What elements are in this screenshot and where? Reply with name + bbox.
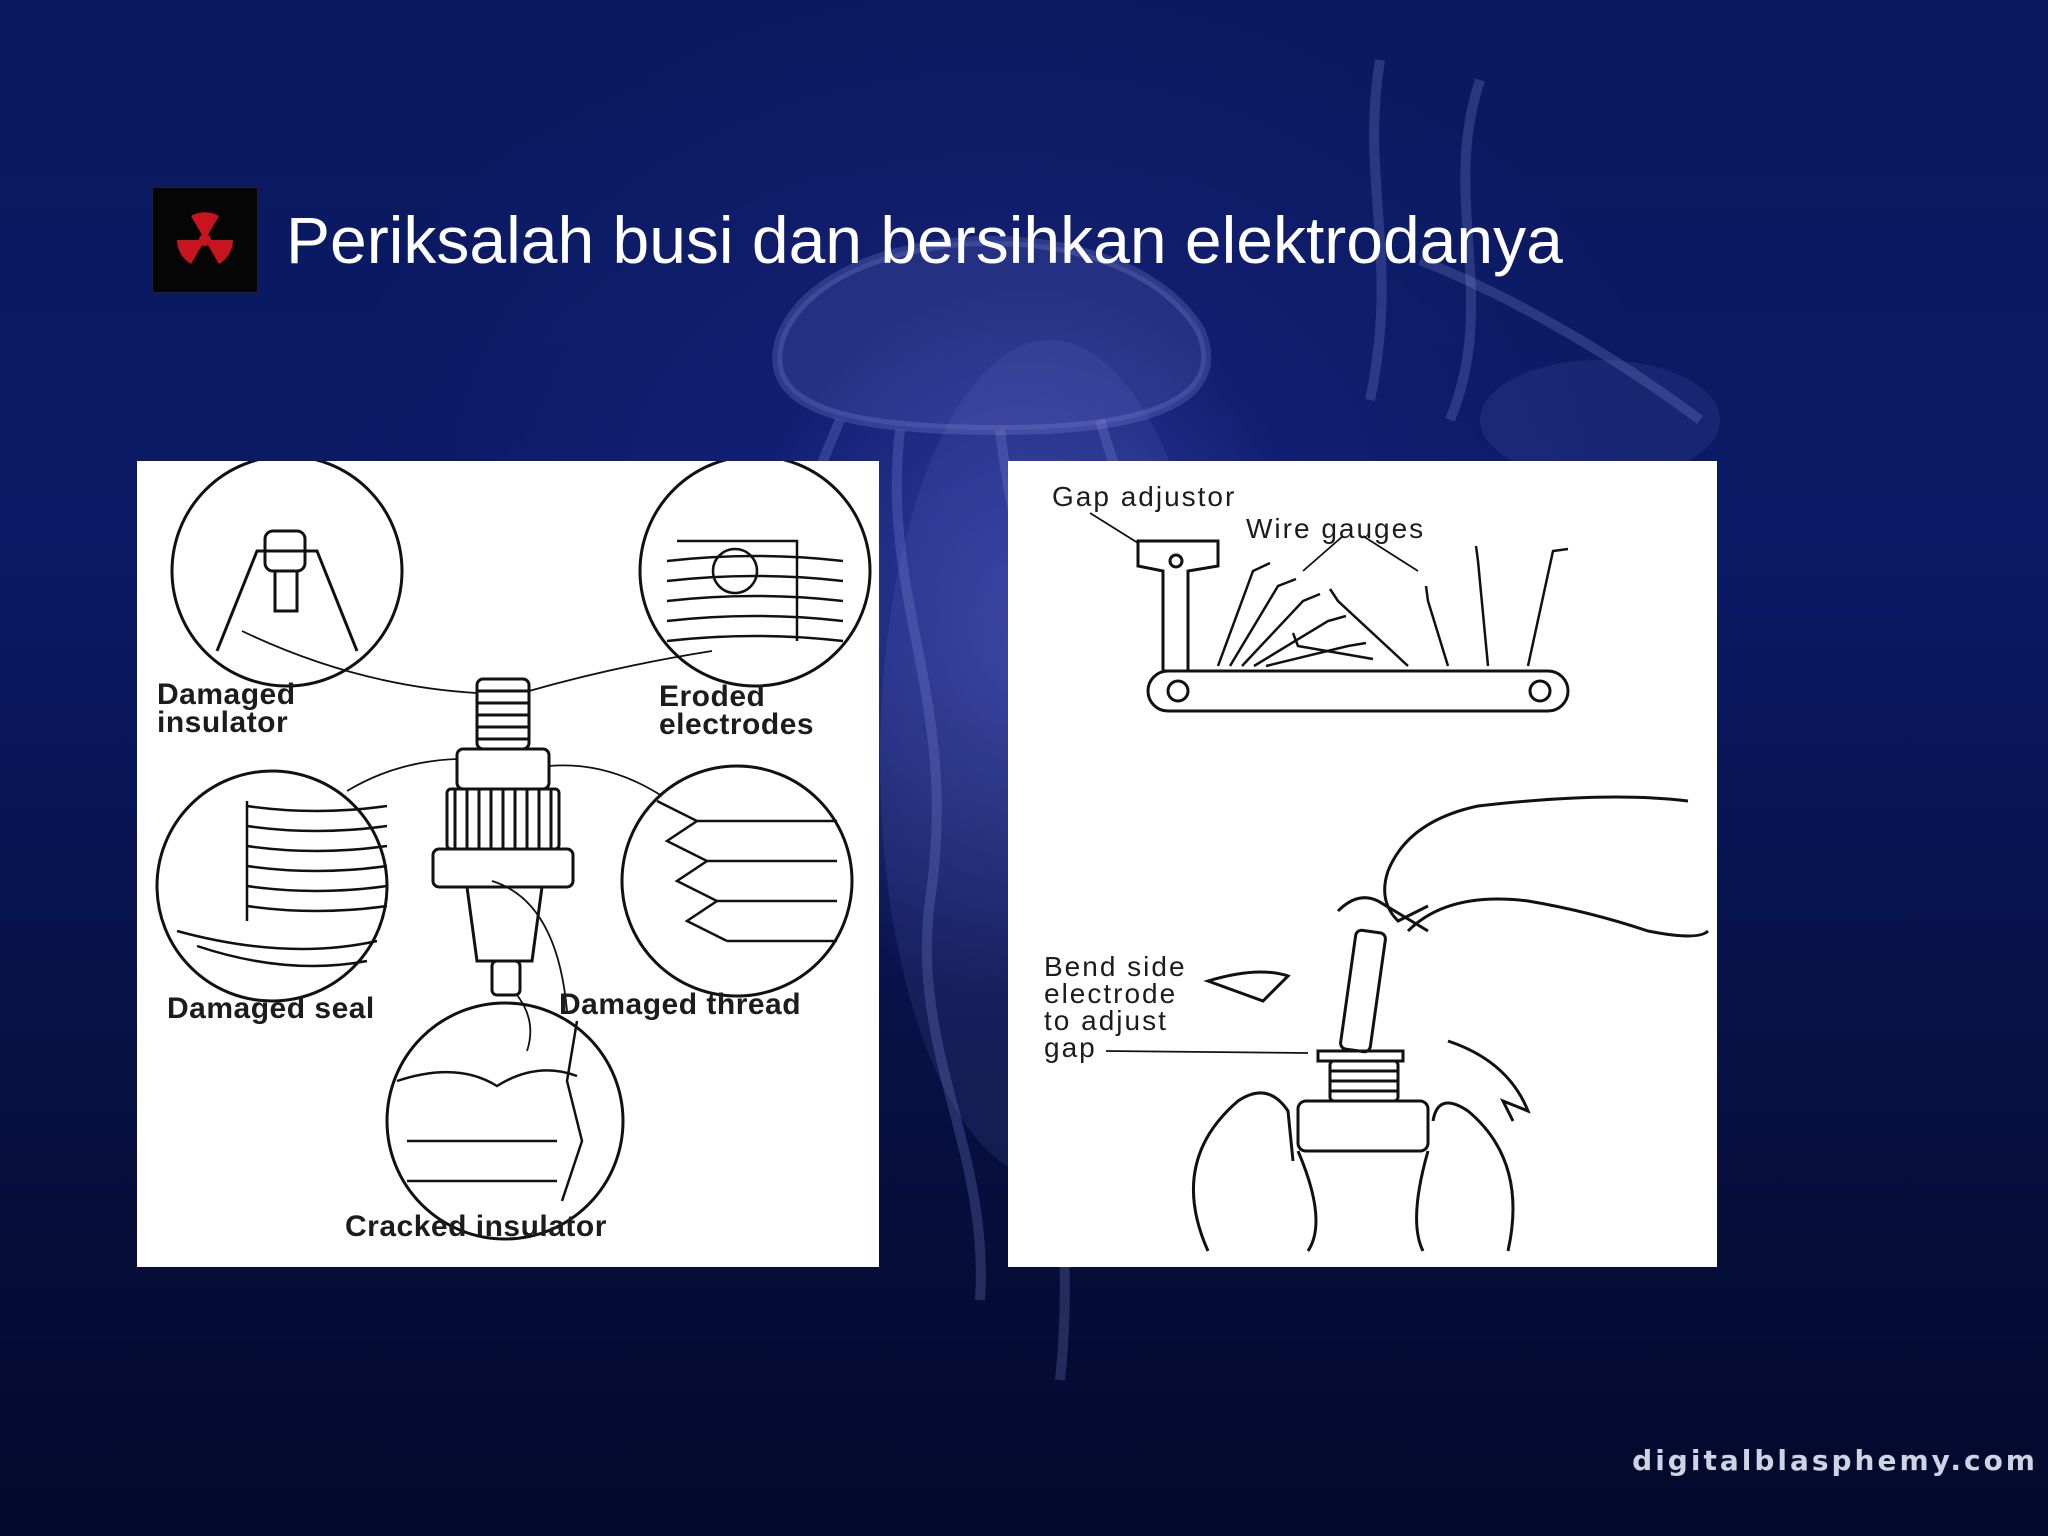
slide-title: Periksalah busi dan bersihkan elektrodanya [286, 203, 1563, 277]
label-gap-adjustor: Gap adjustor [1052, 481, 1237, 512]
label-damaged-thread: Damaged thread [559, 988, 802, 1021]
label-cracked-insulator: Cracked insulator [345, 1210, 607, 1243]
label-damaged-seal: Damaged seal [167, 992, 375, 1025]
label-eroded-electrodes: Eroded electrodes [659, 680, 815, 741]
gap-adjustment-figure [1008, 461, 1717, 1267]
label-damaged-insulator: Damaged insulator [157, 678, 296, 739]
spark-plug-inspection-figure [137, 461, 879, 1267]
gap-tool-diagram [1008, 461, 1717, 1267]
label-bend-side-electrode: Bend side electrode to adjust gap [1044, 951, 1187, 1063]
radiation-trefoil-icon [152, 187, 258, 293]
label-wire-gauges: Wire gauges [1246, 513, 1426, 544]
spark-plug-diagram [137, 461, 879, 1267]
watermark: digitalblasphemy.com [1632, 1444, 2038, 1477]
